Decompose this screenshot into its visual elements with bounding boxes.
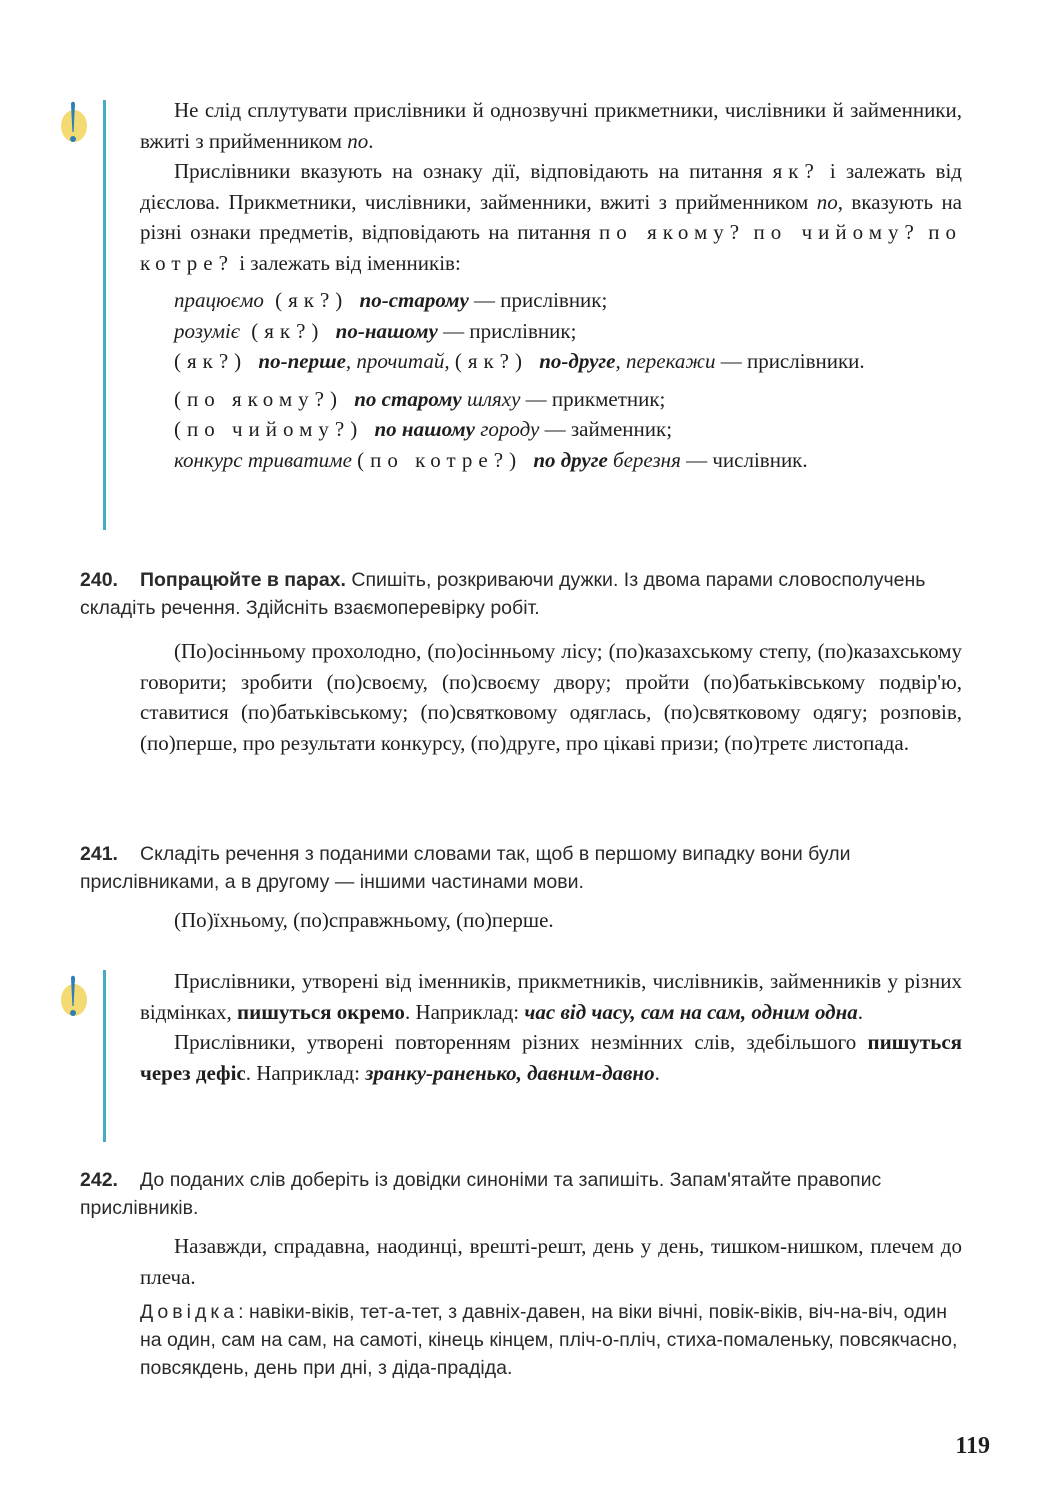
example-line: (по чийому?) по нашому городу — займенник; bbox=[174, 417, 673, 441]
attention-mark-icon bbox=[58, 972, 88, 1022]
exercise-242-text: Назавжди, спрадавна, наодинці, врешті-решт, день у день, тишком-нишком, плечем до плеча. bbox=[140, 1234, 962, 1289]
rule-accent-bar bbox=[103, 100, 106, 530]
example-line: (як?) по-перше, прочитай, (як?) по-друге, перекажи — прислівники. bbox=[174, 349, 865, 373]
exercise-240-task: 240. Попрацюйте в парах. Спишіть, розкриваючи дужки. Із двома парами словосполучень складіть речення. Здійсніть взаємоперевірку робіт. bbox=[80, 566, 962, 622]
rule-1-paragraph-2: Прислівники вказують на ознаку дії, відповідають на питання як? і залежать від дієслова. Прикметники, числівники, займенники, вжиті з прийменником по, вказують на різні ознаки предметів, відповідають на питання по якому? по чийому? по котре? і залежать від іменників: bbox=[140, 159, 963, 275]
page-number: 119 bbox=[955, 1433, 990, 1459]
exercise-242-task: 242. До поданих слів доберіть із довідки синоніми та запишіть. Запам'ятайте правопис прислівників. bbox=[80, 1166, 962, 1222]
example-line: розуміє (як?) по-нашому — прислівник; bbox=[174, 318, 577, 343]
exercise-number: 241. bbox=[80, 843, 118, 865]
rule-box-1 bbox=[140, 95, 962, 475]
example-line: конкурс триватиме (по котре?) по друге березня — числівник. bbox=[174, 447, 808, 472]
exercise-241-text: (По)їхньому, (по)справжньому, (по)перше. bbox=[174, 908, 554, 932]
rule-2-paragraph-2: Прислівники, утворені повторенням різних незмінних слів, здебільшого пишуться через дефіс. Наприклад: зранку-раненько, давним-давно. bbox=[140, 1030, 962, 1085]
rule-1-examples-other bbox=[140, 384, 962, 476]
exercise-241-task: 241. Складіть речення з поданими словами так, щоб в першому випадку вони були прислівниками, а в другому — іншими частинами мови. bbox=[80, 840, 962, 896]
attention-mark-icon bbox=[58, 98, 88, 148]
exercise-240-text: (По)осінньому прохолодно, (по)осінньому лісу; (по)казахському степу, (по)казахському говорити; зробити (по)своєму, (по)своєму двору; пройти (по)батьківському подвір'ю, ставитися (по)батьківському; (по)святковому одяглась, (по)святковому одягу; розповів, (по)перше, про результати конкурсу, (по)друге, про цікаві призи; (по)третє листопада. bbox=[140, 639, 962, 755]
exercise-242-reference: Довідка: навіки-віків, тет-а-тет, з давніх-давен, на віки вічні, повік-віків, віч-на-віч, один на один, сам на сам, на самоті, кінець кінцем, пліч-о-пліч, стиха-помаленьку, повсякчасно, повсякдень, день при дні, з діда-прадіда. bbox=[140, 1301, 958, 1379]
reference-label: Довідка bbox=[140, 1301, 239, 1323]
rule-1-paragraph-1: Не слід сплутувати прислівники й однозвучні прикметники, числівники й займенники, вжиті з прийменником по. bbox=[140, 98, 962, 153]
rule-2-paragraph-1: Прислівники, утворені від іменників, прикметників, числівників, займенників у різних відмінках, пишуться окремо. Наприклад: час від часу, сам на сам, одним одна. bbox=[140, 969, 962, 1024]
rule-box-2 bbox=[140, 966, 962, 1088]
example-line: (по якому?) по старому шляху — прикметник; bbox=[174, 386, 666, 411]
rule-accent-bar bbox=[103, 970, 106, 1142]
rule-1-examples-adverbs bbox=[140, 285, 962, 377]
exercise-number: 242. bbox=[80, 1169, 118, 1191]
example-line: працюємо (як?) по-старому — прислівник; bbox=[174, 288, 608, 312]
exercise-number: 240. bbox=[80, 569, 118, 591]
